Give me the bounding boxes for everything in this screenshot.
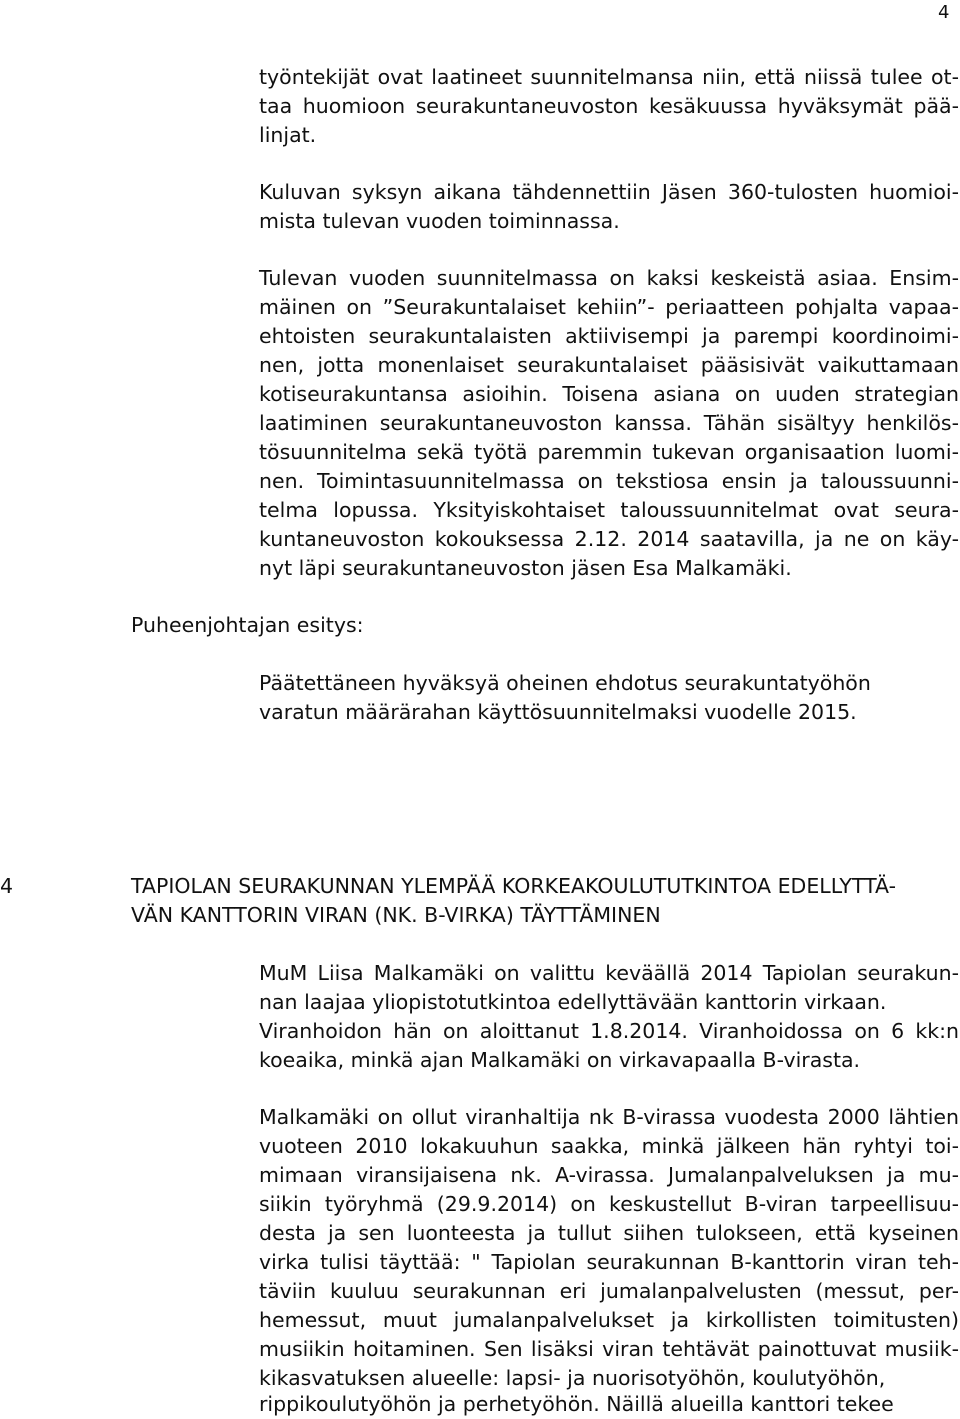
text-line: Kuluvan syksyn aikana tähdennettiin Jäsen 360-tulosten huomioi- — [259, 180, 959, 204]
text-line: kikasvatuksen alueelle: lapsi- ja nuorisotyöhön, koulutyöhön, — [259, 1366, 886, 1390]
text-line: tösuunnitelma sekä työtä paremmin tukevan organisaation luomi- — [259, 440, 959, 464]
text-line: vuoteen 2010 lokakuuhun saakka, minkä jälkeen hän ryhtyi toi- — [259, 1134, 959, 1158]
text-line: desta ja sen luonteesta ja tullut siihen tulokseen, että kyseinen — [259, 1221, 959, 1245]
text-line: linjat. — [259, 123, 317, 147]
text-line: Malkamäki on ollut viranhaltija nk B-virassa vuodesta 2000 lähtien — [259, 1105, 959, 1129]
text-line: musiikin hoitaminen. Sen lisäksi viran tehtävät painottuvat musiik- — [259, 1337, 959, 1361]
text-line: mimaan viransijaisena nk. A-virassa. Jumalanpalveluksen ja mu- — [259, 1163, 959, 1187]
text-line: MuM Liisa Malkamäki on valittu keväällä 2014 Tapiolan seurakun- — [259, 961, 959, 985]
page-number: 4 — [938, 2, 950, 23]
text-line: nen, jotta monenlaiset seurakuntalaiset pääsisivät vaikuttamaan — [259, 353, 959, 377]
text-line: varatun määrärahan käyttösuunnitelmaksi vuodelle 2015. — [259, 700, 857, 724]
section-heading-line: TAPIOLAN SEURAKUNNAN YLEMPÄÄ KORKEAKOULUTUTKINTOA EDELLYTTÄ- — [131, 874, 896, 898]
section-number: 4 — [0, 874, 14, 898]
text-line: työntekijät ovat laatineet suunnitelmansa niin, että niissä tulee ot- — [259, 65, 959, 89]
text-line: Viranhoidon hän on aloittanut 1.8.2014. Viranhoidossa on 6 kk:n — [259, 1019, 959, 1043]
text-line: telma lopussa. Yksityiskohtaiset taloussuunnitelmat ovat seura- — [259, 498, 959, 522]
text-line: mista tulevan vuoden toiminnassa. — [259, 209, 620, 233]
text-line: koeaika, minkä ajan Malkamäki on virkavapaalla B-virasta. — [259, 1048, 861, 1072]
text-line: laatiminen seurakuntaneuvoston kanssa. Tähän sisältyy henkilös- — [259, 411, 959, 435]
text-line: rippikoulutyöhön ja perhetyöhön. Näillä alueilla kanttori tekee — [259, 1392, 894, 1416]
text-line: Tulevan vuoden suunnitelmassa on kaksi keskeistä asiaa. Ensim- — [259, 266, 959, 290]
text-line: virka tulisi täyttää: " Tapiolan seurakunnan B-kanttorin viran teh- — [259, 1250, 959, 1274]
chair-proposal-label: Puheenjohtajan esitys: — [131, 613, 364, 637]
text-line: taa huomioon seurakuntaneuvoston kesäkuussa hyväksymät pää- — [259, 94, 959, 118]
text-line: hemessut, muut jumalanpalvelukset ja kirkollisten toimitusten) — [259, 1308, 959, 1332]
text-line: kotiseurakuntansa asioihin. Toisena asiana on uuden strategian — [259, 382, 959, 406]
text-line: nen. Toimintasuunnitelmassa on tekstiosa ensin ja taloussuunni- — [259, 469, 959, 493]
text-line: mäinen on ”Seurakuntalaiset kehiin”- periaatteen pohjalta vapaa- — [259, 295, 959, 319]
text-line: nan laajaa yliopistotutkintoa edellyttävään kanttorin virkaan. — [259, 990, 887, 1014]
section-heading-line: VÄN KANTTORIN VIRAN (NK. B-VIRKA) TÄYTTÄMINEN — [131, 903, 661, 927]
text-line: siikin työryhmä (29.9.2014) on keskustellut B-viran tarpeellisuu- — [259, 1192, 959, 1216]
text-line: Päätettäneen hyväksyä oheinen ehdotus seurakuntatyöhön — [259, 671, 871, 695]
text-line: kuntaneuvoston kokouksessa 2.12. 2014 saatavilla, ja ne on käy- — [259, 527, 959, 551]
text-line: ehtoisten seurakuntalaisten aktiivisempi ja parempi koordinoimi- — [259, 324, 959, 348]
text-line: täviin kuuluu seurakunnan eri jumalanpalvelusten (messut, per- — [259, 1279, 959, 1303]
text-line: nyt läpi seurakuntaneuvoston jäsen Esa Malkamäki. — [259, 556, 792, 580]
